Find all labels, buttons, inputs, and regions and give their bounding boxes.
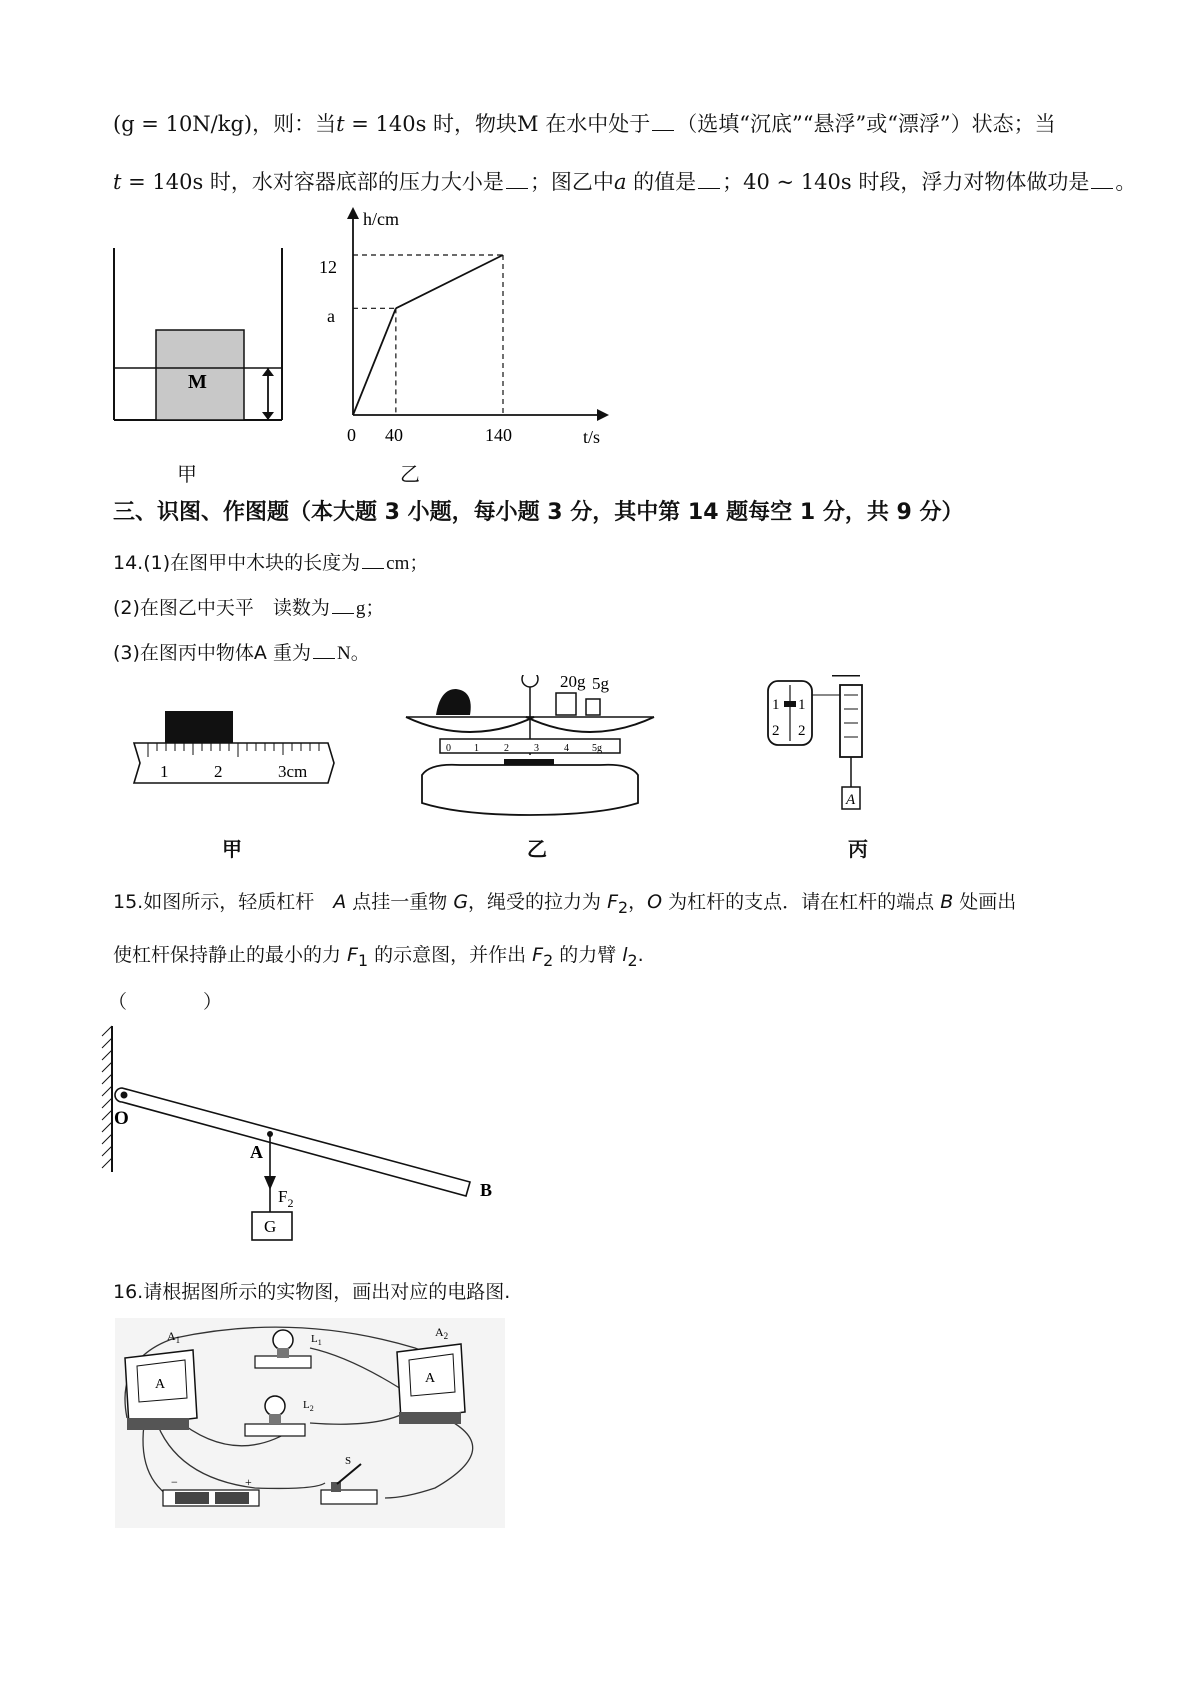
label-a2: $A_2$	[435, 1325, 449, 1341]
weight-20g-label: 20g	[560, 675, 586, 691]
q13-text: (g = 10N/kg)，则：当	[113, 112, 337, 136]
q13-line-2	[113, 166, 1136, 196]
ammeter-a1	[125, 1350, 197, 1430]
var-a: A	[333, 891, 347, 913]
q15-text: 的示意图，并作出	[368, 944, 533, 966]
ruler-tick-1: 1	[160, 762, 169, 781]
pivot-point	[121, 1092, 128, 1099]
object-on-pan	[436, 689, 471, 715]
left-pan	[406, 717, 534, 732]
q15-line-2	[113, 940, 644, 970]
figure-graph-yi	[315, 205, 615, 455]
caption-jia: 甲	[177, 462, 197, 486]
figure-ruler	[130, 705, 340, 785]
y-tick-a: a	[327, 306, 335, 326]
section-3-title: 三、识图、作图题（本大题 3 小题，每小题 3 分，其中第 14 题每空 1 分，共 9 分）	[113, 500, 964, 525]
label-a: A	[250, 1142, 263, 1162]
answer-blank[interactable]	[362, 550, 384, 569]
unit-g: g	[355, 598, 366, 619]
var-a: a	[613, 170, 627, 194]
battery	[163, 1490, 259, 1506]
var-t: t	[336, 112, 345, 136]
x-axis-label: t/s	[583, 427, 601, 447]
caption-14-bing: 丙	[848, 837, 868, 861]
weight-20g	[556, 693, 576, 715]
height-arrow-head-top	[262, 368, 274, 376]
label-g: G	[264, 1217, 277, 1236]
subscript: 2	[627, 950, 638, 970]
y-axis-label: h/cm	[363, 209, 399, 229]
q13-text: = 140s 时，水对容器底部的压力大小是	[121, 170, 504, 194]
unit-cm: cm	[386, 553, 410, 574]
q15-text: ，	[628, 891, 648, 913]
q14-text: (2)在图乙中天平 读数为	[113, 597, 330, 619]
scale-3: 3	[534, 743, 539, 754]
var-f2: F	[607, 891, 619, 913]
var-g: G	[453, 891, 469, 913]
origin-label: 0	[347, 425, 356, 445]
svg-text:A: A	[155, 1377, 166, 1392]
q14-text: (3)在图丙中物体A 重为	[113, 642, 311, 664]
balance-base	[422, 765, 638, 815]
var-f1: F	[347, 944, 358, 966]
var-t: t	[113, 170, 122, 194]
q13-text: ；40 ~ 140s 时段，浮力对物体做功是	[722, 170, 1090, 194]
q16-text: 16.请根据图所示的实物图，画出对应的电路图.	[113, 1281, 511, 1303]
var-l2: l	[622, 944, 628, 966]
figure-container-jia	[100, 240, 300, 480]
ruler-tick-2: 2	[214, 762, 223, 781]
q14-line-3	[113, 638, 370, 665]
q13-text: 的值是	[626, 170, 697, 194]
q14-line-2	[113, 593, 384, 620]
h-t-line-segment	[353, 308, 396, 415]
x-tick-40: 40	[385, 425, 403, 445]
q14-text: 14.(1)在图甲中木块的长度为	[113, 552, 361, 574]
label-b: B	[480, 1180, 493, 1200]
ruler-tick-3cm: 3cm	[278, 762, 308, 781]
caption-14-yi: 乙	[527, 837, 547, 861]
q13-text: 。	[1115, 170, 1137, 194]
height-arrow-head-bottom	[262, 412, 274, 420]
q15-answer-paren[interactable]: （ ）	[108, 991, 223, 1013]
q15-line-1	[113, 887, 1016, 917]
q15-text: ，绳受的拉力为	[468, 891, 608, 913]
label-a1: $A_1$	[167, 1329, 181, 1345]
label-s: S	[345, 1455, 352, 1467]
zoom-label-2-right: 2	[798, 723, 806, 739]
wall-hatching	[102, 1026, 112, 1168]
label-l2: $L_2$	[303, 1399, 314, 1413]
q13-text: （选填“沉底”“悬浮”或“漂浮”）状态；当	[676, 112, 1056, 136]
block-m-label: M	[188, 371, 207, 393]
battery-minus: −	[171, 1475, 178, 1489]
q13-text: ；图乙中	[529, 170, 614, 194]
scale-0: 0	[446, 743, 451, 754]
caption-14-jia: 甲	[222, 837, 242, 861]
unit-n: N	[336, 643, 351, 664]
answer-blank[interactable]	[506, 170, 528, 189]
pointer-scale	[522, 675, 538, 687]
label-l1: $L_1$	[311, 1333, 322, 1347]
battery-plus: +	[245, 1475, 252, 1489]
q13-text: = 140s 时，物块M 在水中处于	[344, 112, 651, 136]
lever-bar	[115, 1088, 470, 1196]
subscript: 2	[543, 950, 554, 970]
subscript: 1	[357, 950, 369, 970]
q14-line-1	[113, 548, 428, 575]
q14-text: 。	[350, 642, 370, 664]
spring-scale-body	[840, 685, 862, 757]
scale-1: 1	[474, 743, 479, 754]
q15-text: 为杠杆的支点．请在杠杆的端点	[662, 891, 941, 913]
var-f2: F	[532, 944, 544, 966]
zoom-pointer	[784, 701, 796, 707]
figure-balance	[400, 675, 660, 825]
ammeter-a2	[397, 1344, 465, 1424]
x-axis-arrow	[597, 409, 609, 421]
caption-yi: 乙	[400, 462, 420, 486]
scale-5g: 5g	[592, 743, 602, 754]
zoom-label-1-right: 1	[798, 697, 806, 713]
q15-text: 15.如图所示，轻质杠杆	[113, 891, 334, 913]
figure-spring-scale	[760, 675, 880, 825]
q15-text: 的力臂	[553, 944, 623, 966]
subscript: 2	[618, 897, 629, 917]
q14-text: ；	[365, 597, 385, 619]
wood-block	[165, 711, 233, 743]
var-b: B	[940, 891, 954, 913]
var-o: O	[647, 891, 663, 913]
scale-2: 2	[504, 743, 509, 754]
svg-text:A: A	[425, 1371, 436, 1386]
label-f2: $F_2$	[278, 1187, 294, 1210]
label-o: O	[114, 1108, 129, 1129]
q15-text: 处画出	[953, 891, 1017, 913]
zoom-label-1: 1	[772, 697, 780, 713]
answer-blank[interactable]	[652, 112, 674, 131]
zoom-label-2: 2	[772, 723, 780, 739]
y-tick-12: 12	[319, 257, 337, 277]
answer-blank[interactable]	[332, 595, 354, 614]
q15-text: 使杠杆保持静止的最小的力	[113, 944, 348, 966]
f2-arrow-head	[264, 1176, 276, 1190]
h-t-line-segment	[396, 255, 503, 308]
y-axis-arrow	[347, 207, 359, 219]
object-a-label: A	[846, 792, 856, 808]
answer-blank[interactable]	[1091, 170, 1113, 189]
q15-text: .	[637, 944, 644, 966]
weight-5g	[586, 699, 600, 715]
scale-4: 4	[564, 743, 569, 754]
q14-text: ；	[409, 552, 429, 574]
figure-circuit	[115, 1318, 505, 1528]
right-pan	[526, 717, 654, 732]
q15-text: 点挂一重物	[346, 891, 454, 913]
q13-line-1	[113, 108, 1056, 138]
weight-5g-label: 5g	[592, 675, 609, 693]
figure-lever	[100, 1022, 500, 1242]
answer-blank[interactable]	[313, 640, 335, 659]
answer-blank[interactable]	[698, 170, 720, 189]
x-tick-140: 140	[485, 425, 512, 445]
